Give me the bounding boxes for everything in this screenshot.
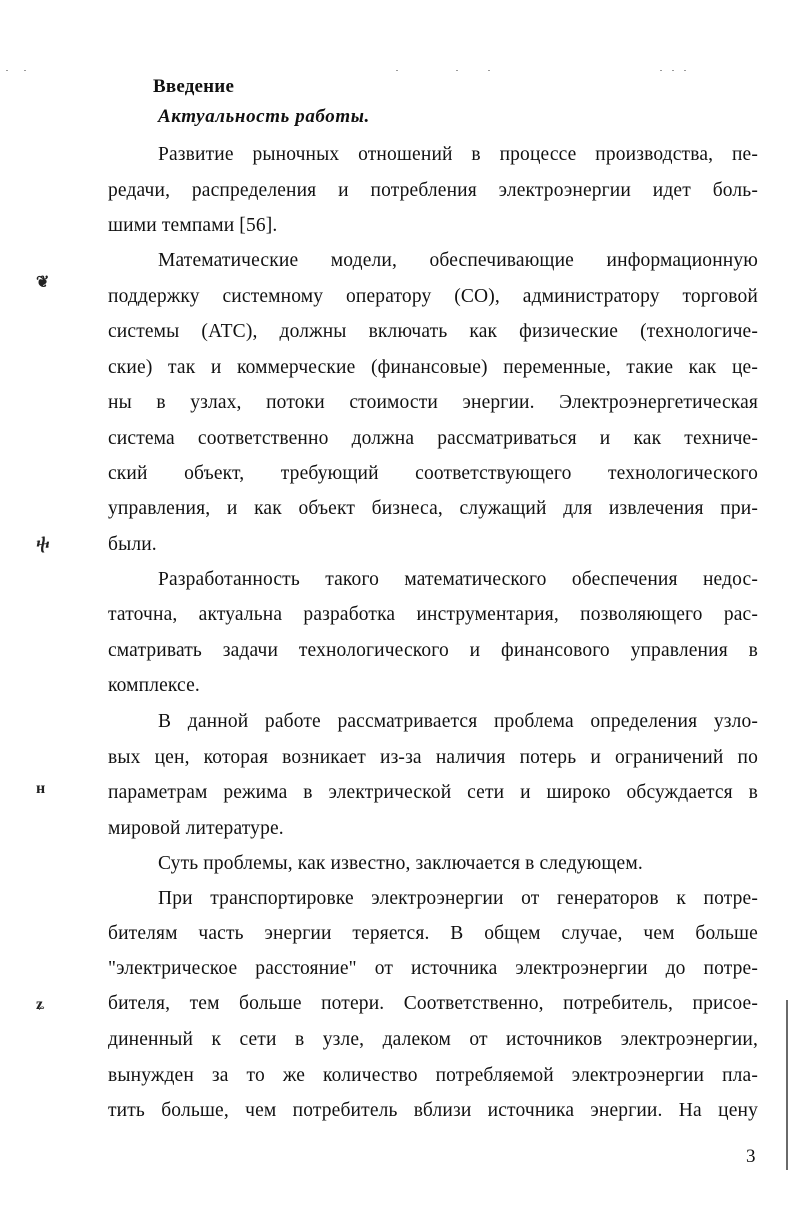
text-line: управления, и как объект бизнеса, служащий для извлечения при-	[108, 498, 758, 519]
text-line: тить больше, чем потребитель вблизи источника энергии. На цену	[108, 1100, 758, 1121]
text-line: редачи, распределения и потребления электроэнергии идет боль-	[108, 180, 758, 201]
text-line: Разработанность такого математического обеспечения недос-	[158, 569, 758, 590]
text-line: Развитие рыночных отношений в процессе производства, пе-	[158, 144, 758, 165]
text-line: ские) так и коммерческие (финансовые) переменные, такие как це-	[108, 357, 758, 378]
text-line: Математические модели, обеспечивающие информационную	[158, 250, 758, 271]
text-line: системы (АТС), должны включать как физические (технологиче-	[108, 321, 758, 342]
text-line: Суть проблемы, как известно, заключается в следующем.	[158, 853, 643, 874]
scan-speck	[660, 70, 662, 71]
binding-edge-line	[786, 1000, 788, 1170]
text-line: параметрам режима в электрической сети и широко обсуждается в	[108, 782, 758, 803]
text-line: вых цен, которая возникает из-за наличия потерь и ограничений по	[108, 747, 758, 768]
text-line: поддержку системному оператору (СО), администратору торговой	[108, 286, 758, 307]
text-line: таточна, актуальна разработка инструментария, позволяющего рас-	[108, 604, 758, 625]
text-line: мировой литературе.	[108, 818, 284, 839]
text-line: шими темпами [56].	[108, 215, 278, 236]
text-line: диненный к сети в узле, далеком от источников электроэнергии,	[108, 1029, 758, 1050]
text-line: При транспортировке электроэнергии от генераторов к потре-	[158, 888, 758, 909]
text-line: "электрическое расстояние" от источника электроэнергии до потре-	[108, 958, 758, 979]
scan-speck	[396, 70, 398, 71]
scan-speck	[456, 70, 458, 71]
section-heading: Введение	[153, 76, 235, 97]
text-line: ны в узлах, потоки стоимости энергии. Электроэнергетическая	[108, 392, 758, 413]
text-line: бителя, тем больше потери. Соответственно, потребитель, присое-	[108, 993, 758, 1014]
text-line: В данной работе рассматривается проблема определения узло-	[158, 711, 758, 732]
text-line: система соответственно должна рассматриваться и как техниче-	[108, 428, 758, 449]
text-line: сматривать задачи технологического и финансового управления в	[108, 640, 758, 661]
text-line: бителям часть энергии теряется. В общем случае, чем больше	[108, 923, 758, 944]
margin-mark: ʜ	[36, 780, 46, 797]
text-line: ский объект, требующий соответствующего технологического	[108, 463, 758, 484]
scan-speck	[488, 70, 490, 71]
section-subheading: Актуальность работы.	[158, 106, 370, 127]
margin-mark: ʑ	[36, 996, 45, 1013]
text-line: комплексе.	[108, 675, 200, 696]
page-number: 3	[746, 1146, 756, 1167]
text-line: вынужден за то же количество потребляемой электроэнергии пла-	[108, 1065, 758, 1086]
scan-speck	[24, 70, 26, 71]
scan-speck	[684, 70, 686, 71]
scan-speck	[672, 70, 674, 71]
margin-mark: ⴕ	[36, 536, 50, 553]
margin-mark: ❦	[36, 274, 50, 291]
text-line: были.	[108, 534, 157, 555]
scan-speck	[6, 70, 8, 71]
